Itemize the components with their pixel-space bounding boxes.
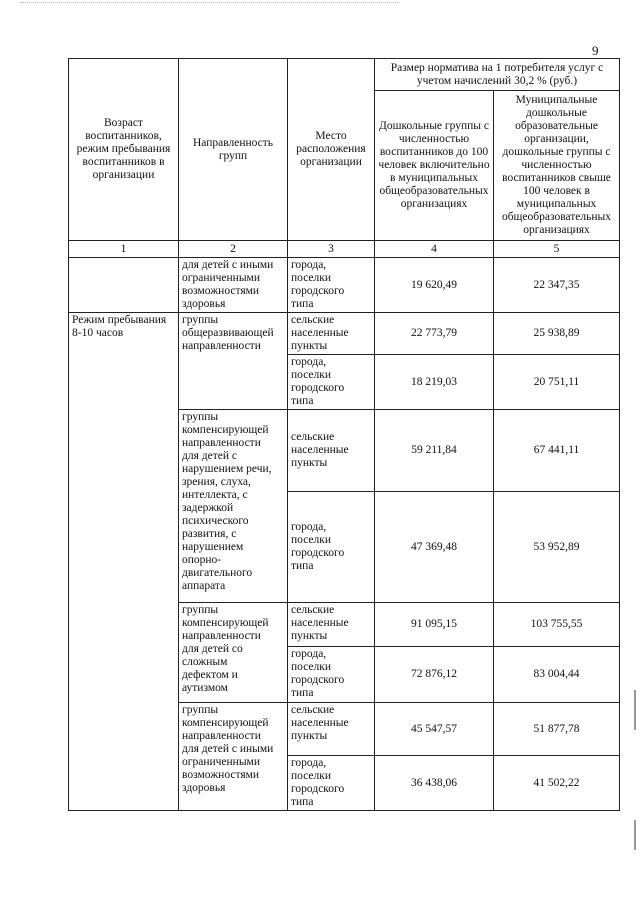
header-age-regime: Возраст воспитанников, режим пребывания воспитанников в организации bbox=[69, 59, 179, 241]
header-row bbox=[69, 59, 620, 91]
header-col5: Муниципальные дошкольные образовательные организации, дошкольные группы с численностью воспитанников свыше 100 человек в муниципальных общеобразовательных организациях bbox=[494, 91, 620, 241]
scan-artifact-line bbox=[20, 2, 400, 3]
normative-table bbox=[68, 58, 620, 811]
location-cell: сельские населенные пункты bbox=[288, 703, 375, 756]
page-number: 9 bbox=[592, 43, 599, 58]
value-col5: 20 751,11 bbox=[494, 355, 620, 410]
age-cell-empty bbox=[69, 258, 179, 313]
location-cell: города, поселки городского типа bbox=[288, 647, 375, 703]
value-col5: 67 441,11 bbox=[494, 410, 620, 492]
header-direction: Направленность групп bbox=[179, 59, 288, 241]
column-number-row bbox=[69, 241, 620, 258]
location-cell: города, поселки городского типа bbox=[288, 492, 375, 603]
regime-cell: Режим пребывания 8-10 часов bbox=[69, 313, 179, 811]
scan-edge-mark bbox=[634, 820, 636, 850]
location-cell: сельские населенные пункты bbox=[288, 410, 375, 492]
value-col4: 91 095,15 bbox=[375, 603, 494, 647]
header-col4: Дошкольные группы с численностью воспитанников до 100 человек включительно в муниципальных общеобразовательных организациях bbox=[375, 91, 494, 241]
column-number: 1 bbox=[69, 241, 179, 258]
value-col4: 47 369,48 bbox=[375, 492, 494, 603]
group-cell: группы общеразвивающей направленности bbox=[179, 313, 288, 410]
header-norm-size: Размер норматива на 1 потребителя услуг с учетом начислений 30,2 % (руб.) bbox=[375, 59, 620, 91]
scan-edge-mark bbox=[634, 690, 636, 730]
location-cell: города, поселки городского типа bbox=[288, 355, 375, 410]
group-cell: группы компенсирующей направленности для детей с нарушением речи, зрения, слуха, интеллекта, с задержкой психического развития, с нарушением опорно- двигательного аппарата bbox=[179, 410, 288, 603]
value-col4: 22 773,79 bbox=[375, 313, 494, 355]
column-number: 2 bbox=[179, 241, 288, 258]
column-number: 3 bbox=[288, 241, 375, 258]
location-cell: города, поселки городского типа bbox=[288, 756, 375, 811]
column-number: 5 bbox=[494, 241, 620, 258]
header-location: Место расположения организации bbox=[288, 59, 375, 241]
value-col4: 72 876,12 bbox=[375, 647, 494, 703]
value-col5: 51 877,78 bbox=[494, 703, 620, 756]
table-row bbox=[69, 313, 620, 355]
value-col4: 59 211,84 bbox=[375, 410, 494, 492]
value-col5: 103 755,55 bbox=[494, 603, 620, 647]
group-cell: группы компенсирующей направленности для детей с иными ограниченными возможностями здоровья bbox=[179, 703, 288, 811]
value-col4: 18 219,03 bbox=[375, 355, 494, 410]
location-cell: сельские населенные пункты bbox=[288, 313, 375, 355]
group-cell: группы компенсирующей направленности для детей со сложным дефектом и аутизмом bbox=[179, 603, 288, 703]
value-col4: 45 547,57 bbox=[375, 703, 494, 756]
value-col5: 83 004,44 bbox=[494, 647, 620, 703]
group-cell: для детей с иными ограниченными возможностями здоровья bbox=[179, 258, 288, 313]
location-cell: города, поселки городского типа bbox=[288, 258, 375, 313]
table-row bbox=[69, 258, 620, 313]
value-col5: 41 502,22 bbox=[494, 756, 620, 811]
value-col4: 36 438,06 bbox=[375, 756, 494, 811]
location-cell: сельские населенные пункты bbox=[288, 603, 375, 647]
value-col5: 53 952,89 bbox=[494, 492, 620, 603]
value-col4: 19 620,49 bbox=[375, 258, 494, 313]
column-number: 4 bbox=[375, 241, 494, 258]
value-col5: 22 347,35 bbox=[494, 258, 620, 313]
value-col5: 25 938,89 bbox=[494, 313, 620, 355]
